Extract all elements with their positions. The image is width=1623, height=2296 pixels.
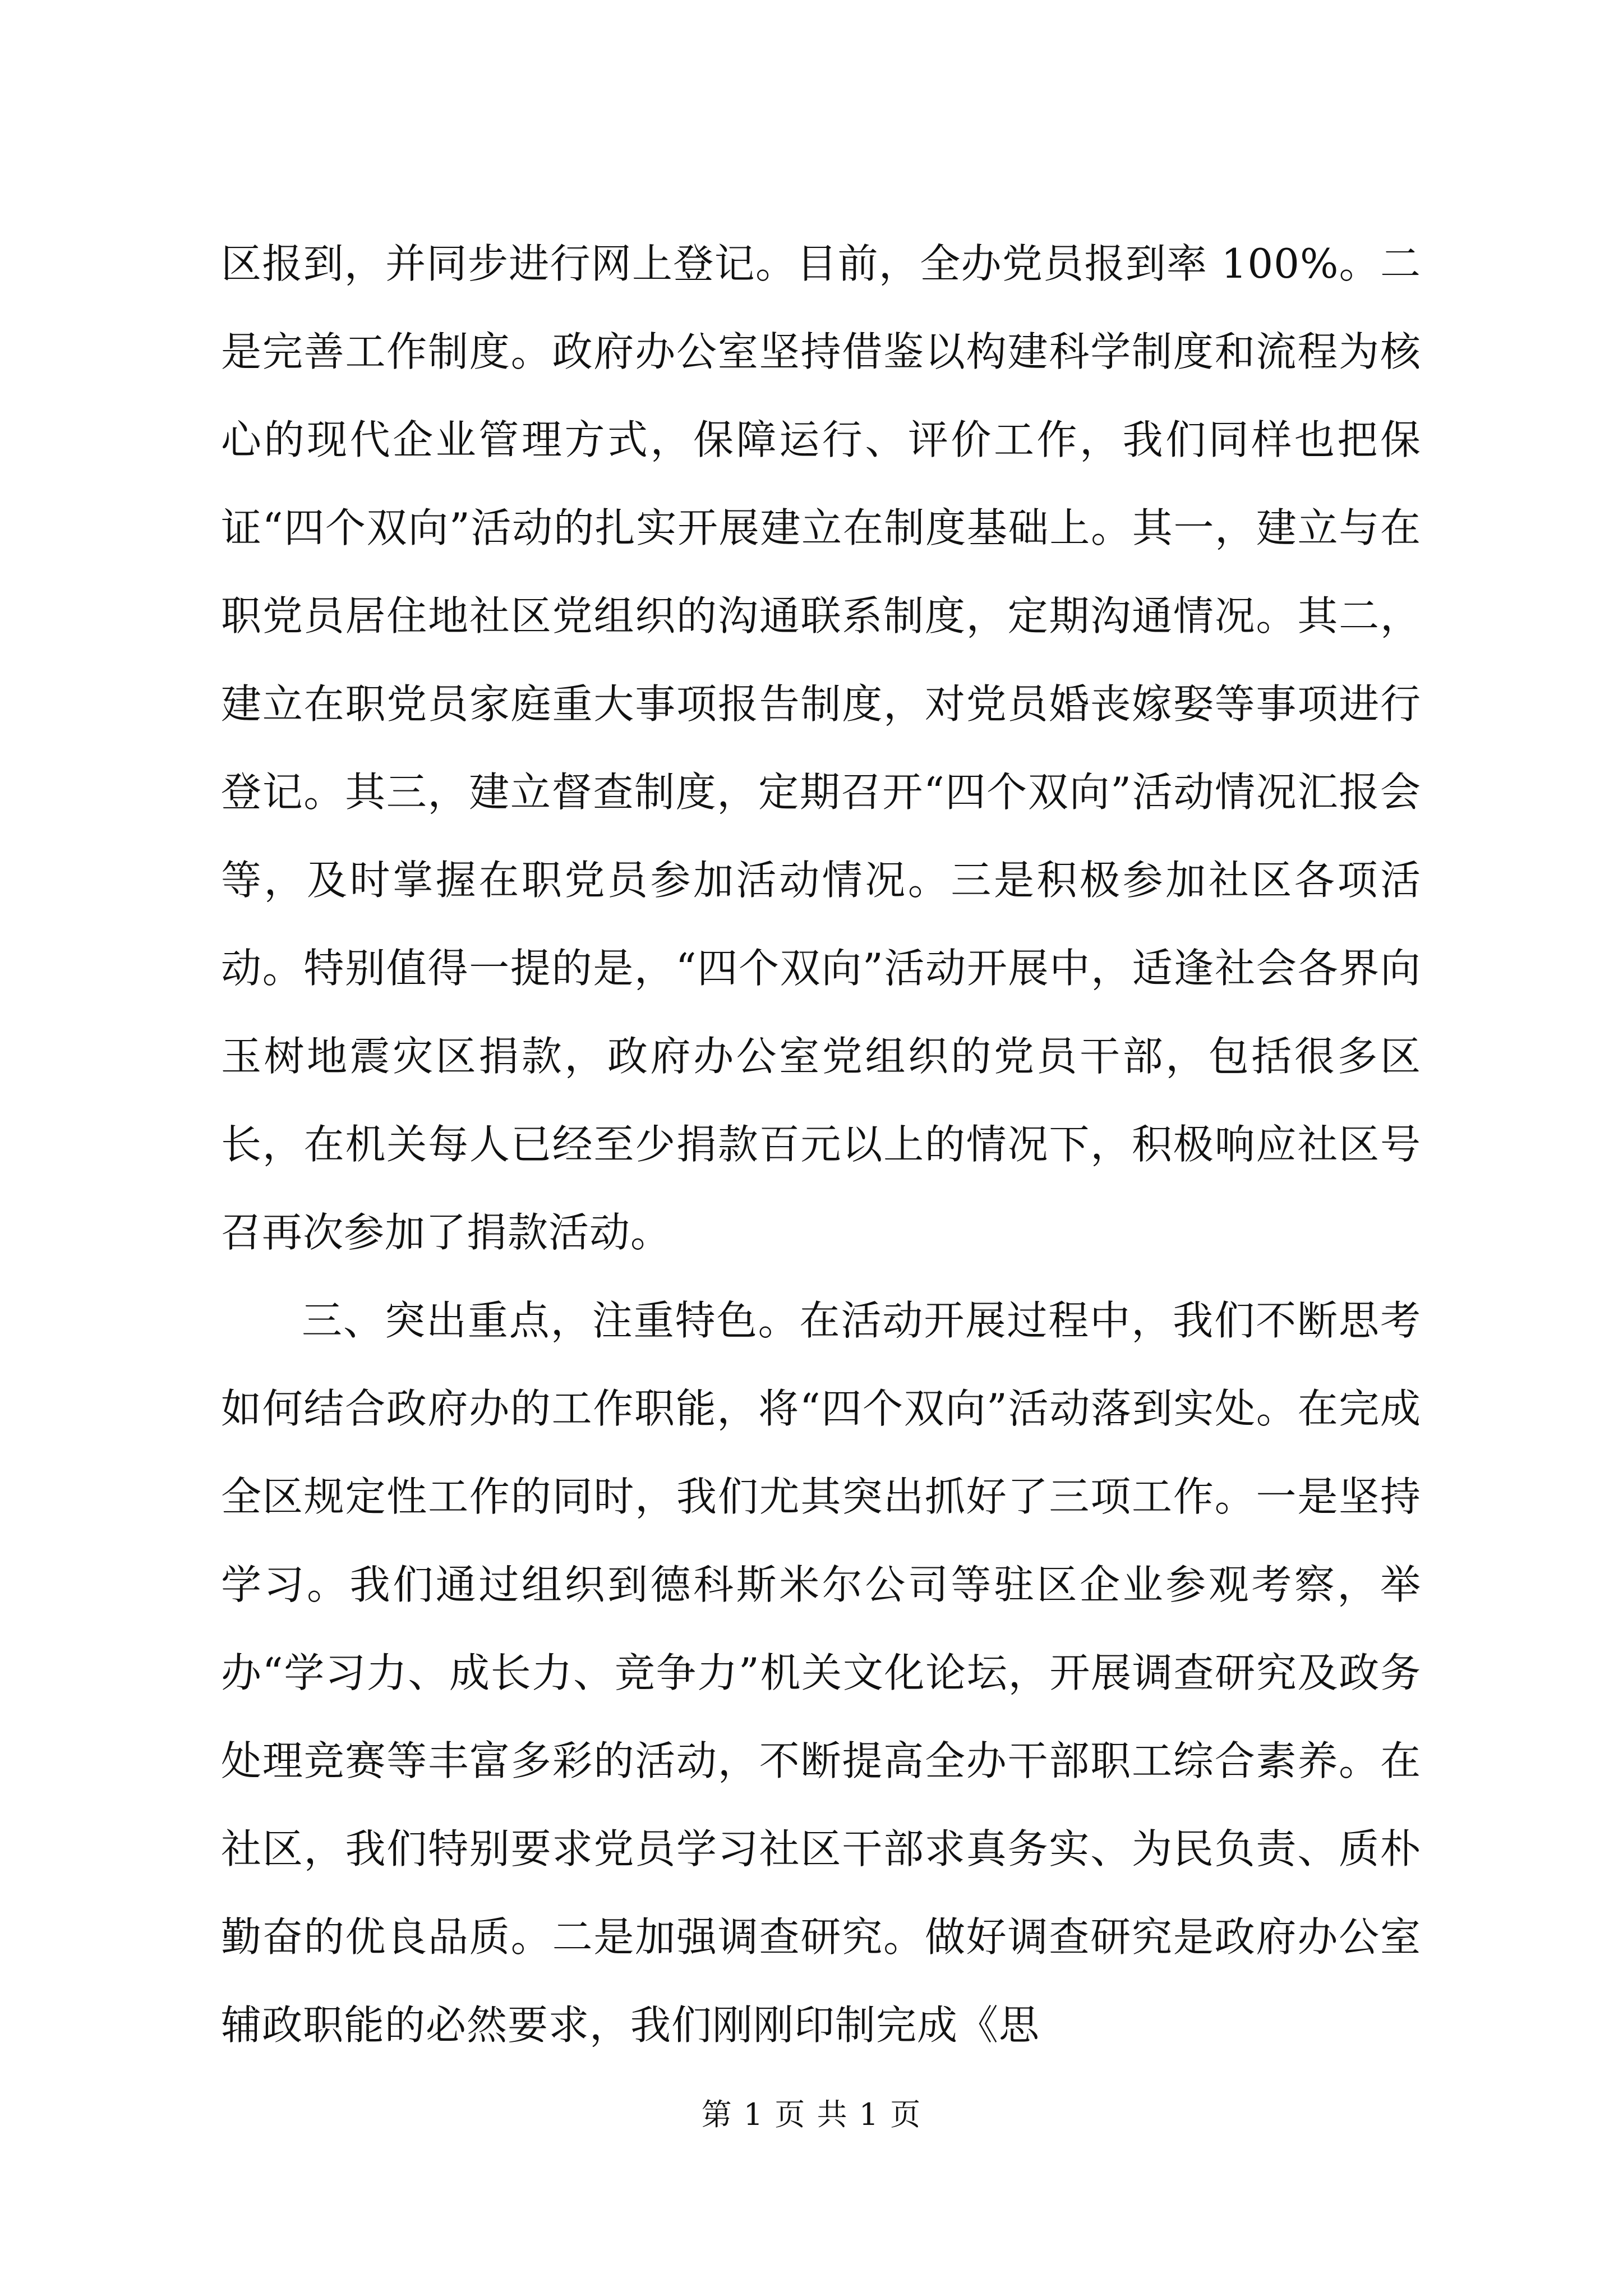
page-footer: 第 1 页 共 1 页: [701, 2097, 922, 2132]
paragraph-continued: 区报到，并同步进行网上登记。目前，全办党员报到率 100%。二是完善工作制度。政府办公室坚持借鉴以构建科学制度和流程为核心的现代企业管理方式，保障运行、评价工作，我们同样也把保证“四个双向”活动的扎实开展建立在制度基础上。其一，建立与在职党员居住地社区党组织的沟通联系制度，定期沟通情况。其二，建立在职党员家庭重大事项报告制度，对党员婚丧嫁娶等事项进行登记。其三，建立督查制度，定期召开“四个双向”活动情况汇报会等，及时掌握在职党员参加活动情况。三是积极参加社区各项活动。特别值得一提的是，“四个双向”活动开展中，适逢社会各界向玉树地震灾区捐款，政府办公室党组织的党员干部，包括很多区长，在机关每人已经至少捐款百元以上的情况下，积极响应社区号召再次参加了捐款活动。: [221, 240, 1421, 1256]
document-body: [221, 220, 1421, 2069]
paragraph-section-three: 三、突出重点，注重特色。在活动开展过程中，我们不断思考如何结合政府办的工作职能，将“四个双向”活动落到实处。在完成全区规定性工作的同时，我们尤其突出抓好了三项工作。一是坚持学习。我们通过组织到德科斯米尔公司等驻区企业参观考察，举办“学习力、成长力、竞争力”机关文化论坛，开展调查研究及政务处理竞赛等丰富多彩的活动，不断提高全办干部职工综合素养。在社区，我们特别要求党员学习社区干部求真务实、为民负责、质朴勤奋的优良品质。二是加强调查研究。做好调查研究是政府办公室辅政职能的必然要求，我们刚刚印制完成《思: [221, 1297, 1421, 2049]
